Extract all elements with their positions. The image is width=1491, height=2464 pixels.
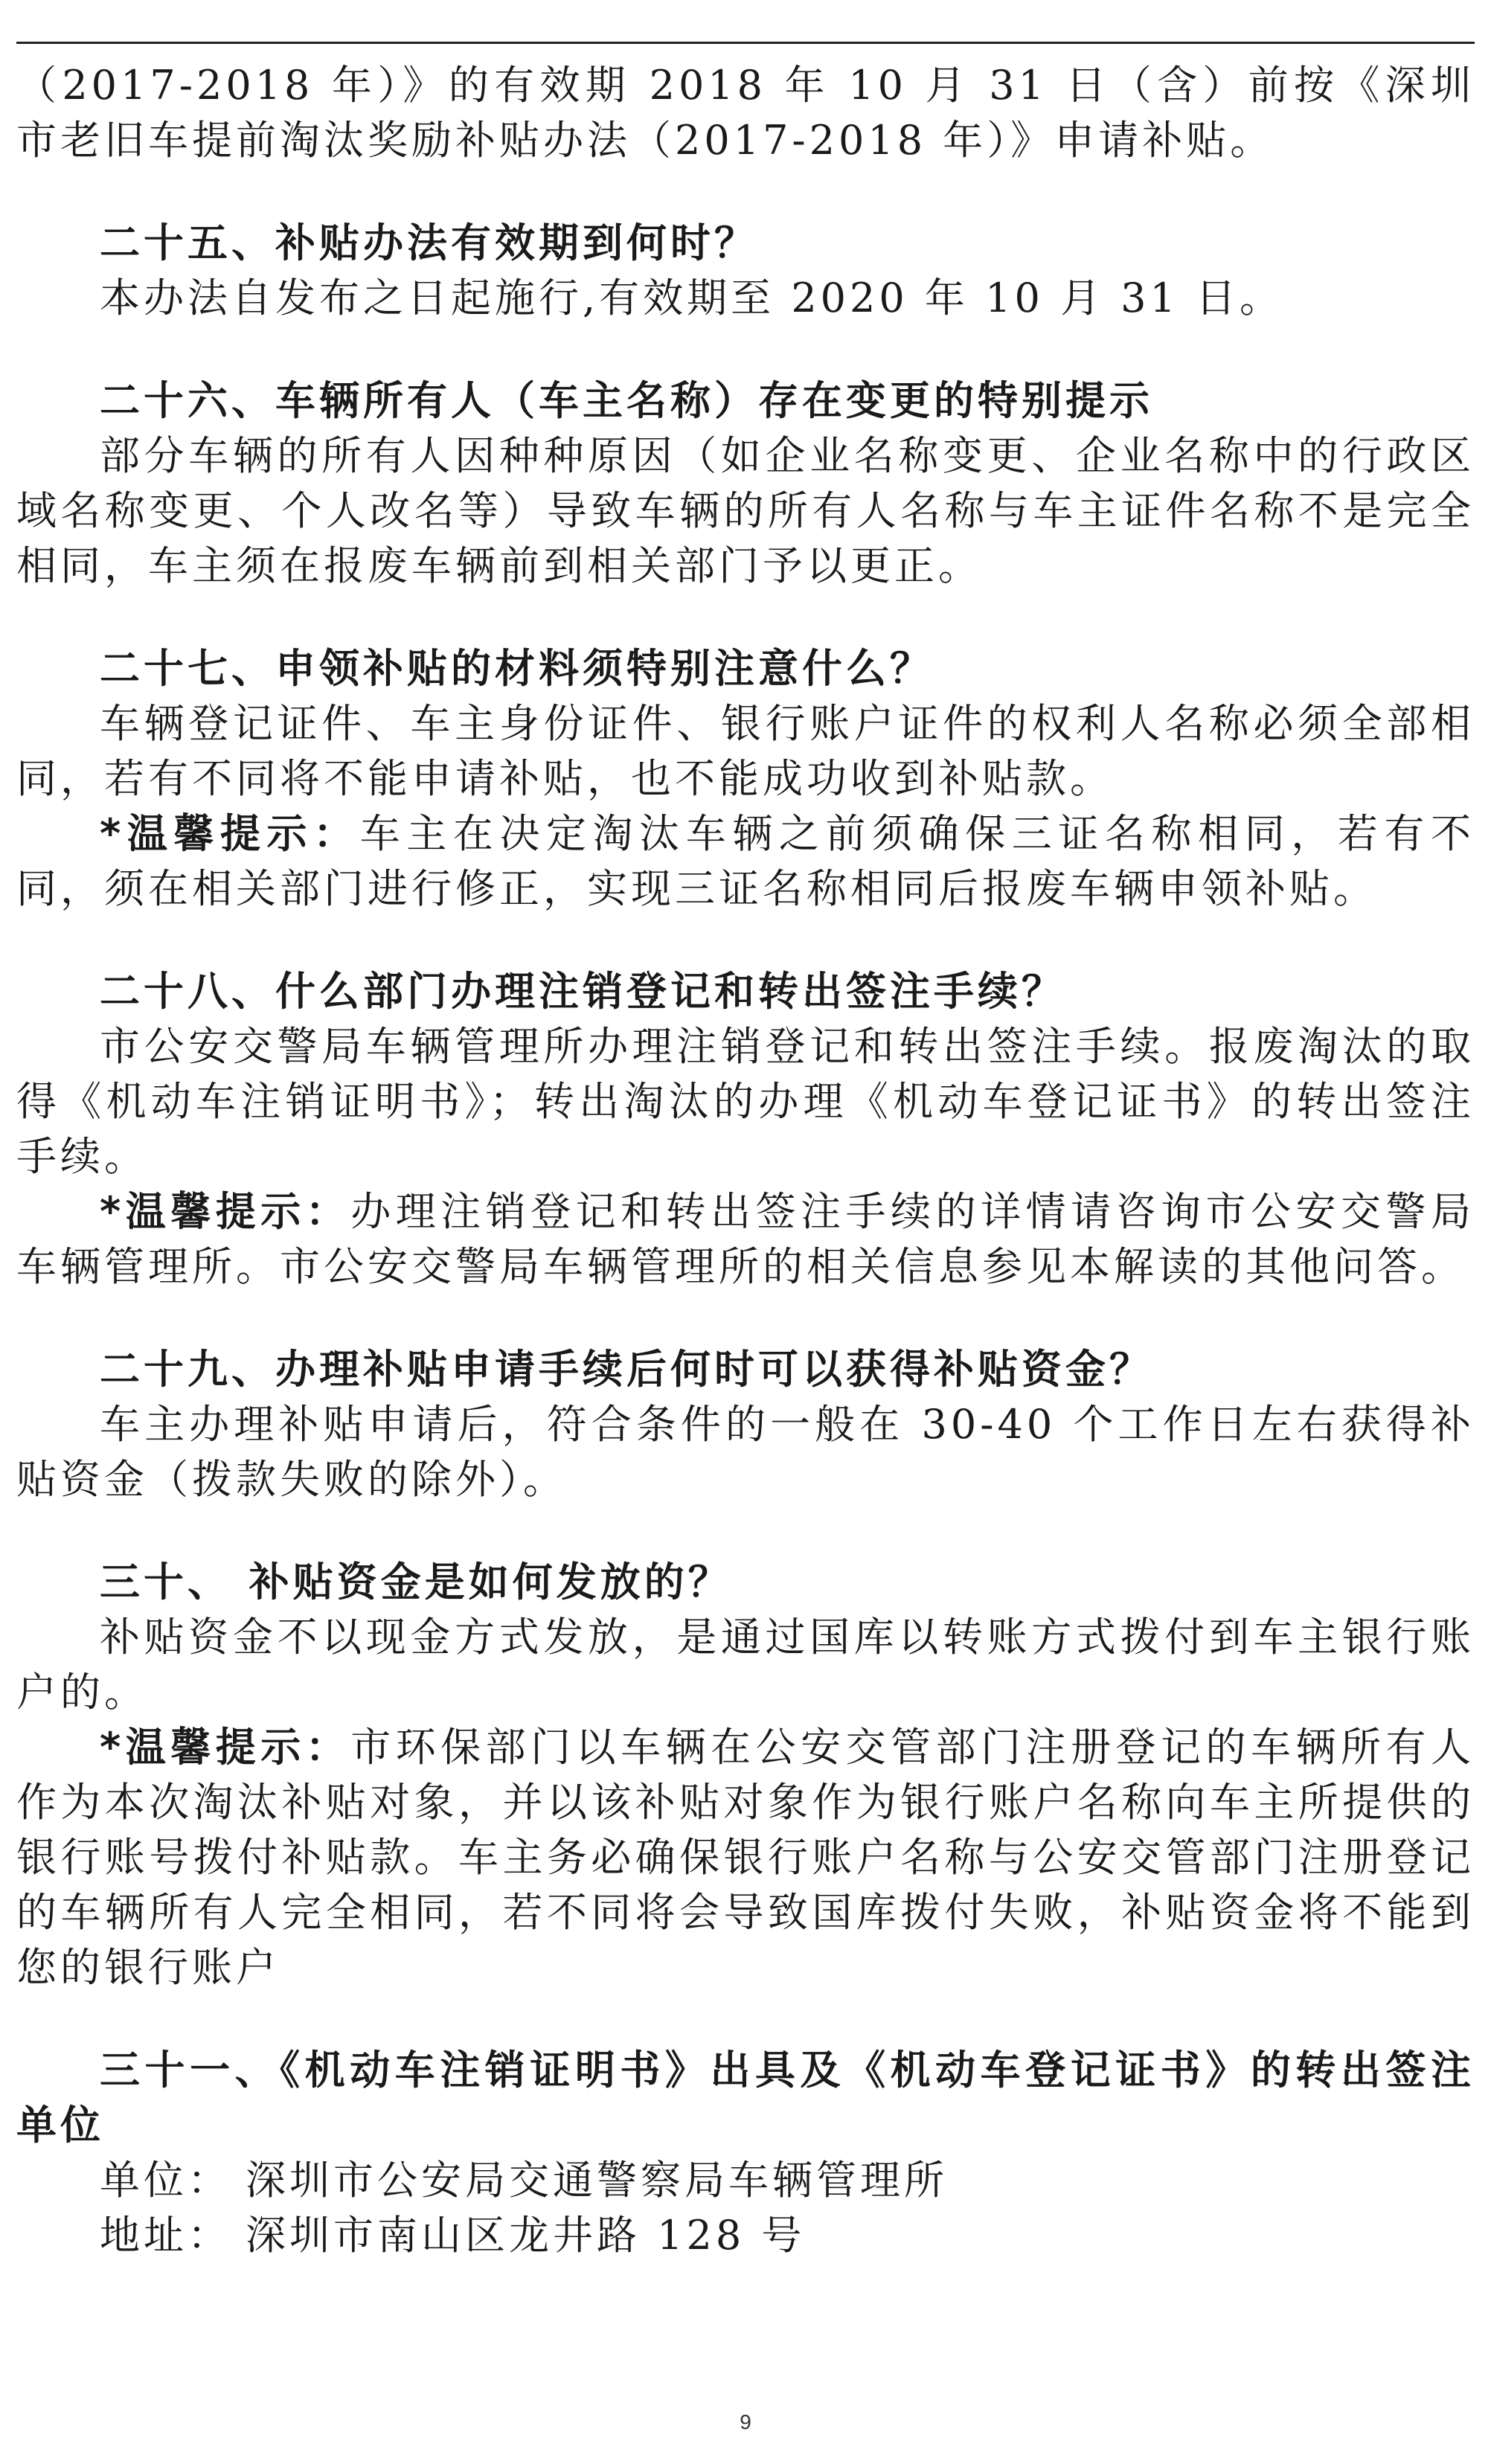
section-30-body: 补贴资金不以现金方式发放，是通过国库以转账方式拨付到车主银行账户的。: [16, 1614, 1475, 1716]
info-address-value: 深圳市南山区龙井路 128 号: [246, 2212, 806, 2259]
section-28-heading: 二十八、什么部门办理注销登记和转出签注手续？: [100, 968, 1065, 1015]
header-rule: [16, 42, 1475, 44]
section-25-heading: 二十五、补贴办法有效期到何时？: [100, 219, 758, 266]
section-29-heading: 二十九、办理补贴申请手续后何时可以获得补贴资金？: [100, 1346, 1153, 1393]
section-27-body: 车辆登记证件、车主身份证件、银行账户证件的权利人名称必须全部相同，若有不同将不能申请补贴，也不能成功收到补贴款。: [16, 700, 1475, 802]
section-26-body: 部分车辆的所有人因种种原因（如企业名称变更、企业名称中的行政区域名称变更、个人改名等）导致车辆的所有人名称与车主证件名称不是完全相同，车主须在报废车辆前到相关部门予以更正。: [16, 432, 1475, 589]
section-30-heading: 三十、 补贴资金是如何发放的？: [100, 1559, 732, 1605]
section-29-body: 车主办理补贴申请后，符合条件的一般在 30-40 个工作日左右获得补贴资金（拨款失败的除外）。: [16, 1401, 1475, 1503]
section-28-body: 市公安交警局车辆管理所办理注销登记和转出签注手续。报废淘汰的取得《机动车注销证明书》；转出淘汰的办理《机动车登记证书》的转出签注手续。: [16, 1023, 1475, 1180]
tip-text: 市环保部门以车辆在公安交管部门注册登记的车辆所有人作为本次淘汰补贴对象，并以该补贴对象作为银行账户名称向车主所提供的银行账号拨付补贴款。车主务必确保银行账户名称与公安交管部门注册登记的车辆所有人完全相同，若不同将会导致国库拨付失败，补贴资金将不能到您的银行账户: [16, 1724, 1475, 1991]
info-address-label: 地址：: [100, 2212, 231, 2259]
section-31-heading: 三十一、《机动车注销证明书》出具及《机动车登记证书》的转出签注单位: [16, 2047, 1475, 2149]
info-unit-line: [16, 2153, 1475, 2208]
info-address-line: [16, 2208, 1475, 2263]
section-28-tip: [16, 1184, 1475, 1294]
intro-paragraph: （2017-2018 年）》的有效期 2018 年 10 月 31 日（含）前按《深圳市老旧车提前淘汰奖励补贴办法（2017-2018 年）》申请补贴。: [16, 62, 1475, 164]
section-26-heading: 二十六、车辆所有人（车主名称）存在变更的特别提示: [100, 377, 1153, 424]
tip-text: 车主在决定淘汰车辆之前须确保三证名称相同，若有不同，须在相关部门进行修正，实现三证名称相同后报废车辆申领补贴。: [16, 810, 1475, 912]
document-body: [16, 58, 1475, 2263]
section-27-heading: 二十七、申领补贴的材料须特别注意什么？: [100, 645, 934, 692]
section-25-body: 本办法自发布之日起施行,有效期至 2020 年 10 月 31 日。: [100, 275, 1284, 321]
info-unit-label: 单位：: [100, 2157, 231, 2204]
tip-label: *温馨提示：: [100, 1724, 351, 1771]
page-number: 9: [740, 2410, 751, 2433]
tip-label: *温馨提示：: [100, 810, 360, 857]
tip-label: *温馨提示：: [100, 1188, 351, 1235]
section-27-tip: [16, 806, 1475, 917]
section-30-tip: [16, 1720, 1475, 1995]
info-unit-value: 深圳市公安局交通警察局车辆管理所: [246, 2157, 948, 2204]
tip-text: 办理注销登记和转出签注手续的详情请咨询市公安交警局车辆管理所。市公安交警局车辆管理所的相关信息参见本解读的其他问答。: [16, 1188, 1475, 1290]
